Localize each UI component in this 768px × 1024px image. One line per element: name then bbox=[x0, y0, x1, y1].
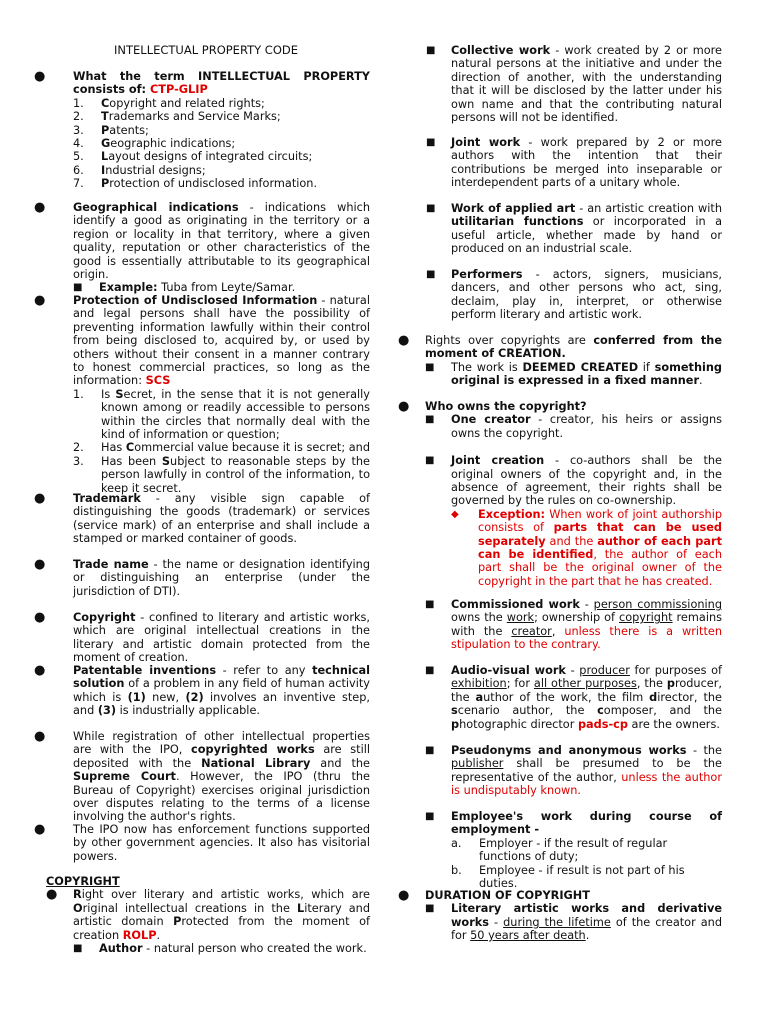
example-line: ■ Example: Tuba from Leyte/Samar. bbox=[73, 281, 296, 295]
commissioned-work-section: ■ Commissioned work - person commissioning owns the work; ownership of copyright remains with the creator, unless there is a written stipulation to the contrary. bbox=[425, 598, 722, 652]
copyright-definition-section: ● Copyright - confined to literary and artistic works, which are original intellectual creations in the literary and artistic domain protected from the moment of creation. bbox=[34, 610, 370, 665]
pads-cp-acronym: pads-cp bbox=[577, 717, 628, 731]
employee-list bbox=[398, 837, 722, 891]
audio-visual-section: ■ Audio-visual work - producer for purposes of exhibition; for all other purposes, the producer, the author of the work, the film director, the scenario author, the composer, and the photographic director pads-cp are the owners. bbox=[425, 664, 723, 731]
performers-section: ■ Performers - actors, signers, musicians, dancers, and other persons who act, sing, declaim, play in, interpret, or otherwise perform literary and artistic work. bbox=[426, 268, 722, 322]
exception-block: ◆ Exception: When work of joint authorship consists of parts that can be used separately and the author of each part can be identified, the author of each part shall be the original owner of the copyright in the part that he has created. bbox=[451, 507, 722, 588]
trade-name-section: ● Trade name - the name or designation identifying or distinguishing an enterprise (under the jurisdiction of DTI). bbox=[34, 557, 370, 598]
square-bullet-icon: ■ bbox=[425, 745, 435, 756]
list-item: 6. Industrial designs; bbox=[73, 163, 206, 177]
square-bullet-icon: ■ bbox=[425, 811, 435, 822]
list-item: 1. Is Secret, in the sense that it is not generally known among or readily accessible to persons within the circles that normally deal with the kind of information or question; bbox=[73, 387, 370, 442]
copyright-heading: COPYRIGHT bbox=[46, 875, 120, 888]
square-bullet-icon: ■ bbox=[425, 599, 435, 610]
square-bullet-icon: ■ bbox=[73, 943, 83, 954]
employee-work-section: ■ Employee's work during course of employment - a. Employer - if the result of regular functions of duty; b. Employee - if result is not part of his duties. bbox=[398, 810, 722, 890]
bullet-icon: ● bbox=[34, 200, 46, 215]
square-bullet-icon: ■ bbox=[426, 45, 436, 56]
duration-heading: DURATION OF COPYRIGHT bbox=[425, 889, 590, 902]
patentable-inventions-section: ● Patentable inventions - refer to any technical solution of a problem in any field of human activity which is (1) new, (2) involves an inventive step, and (3) is industrially applicable. bbox=[34, 663, 371, 718]
list-item: 5. Layout designs of integrated circuits; bbox=[73, 150, 313, 164]
joint-work-section: ■ Joint work - work prepared by 2 or more authors with the intention that their contributions be merged into inseparable or interdependent parts of a unitary whole. bbox=[426, 136, 723, 190]
square-bullet-icon: ■ bbox=[73, 282, 83, 294]
enforcement-section: ● The IPO now has enforcement functions supported by other government agencies. It also has visitorial powers. bbox=[34, 822, 370, 863]
square-bullet-icon: ■ bbox=[426, 137, 436, 148]
rights-conferred-section: ● Rights over copyrights are conferred from the moment of CREATION. ■ The work is DEEMED CREATED if something original is expressed in a fixed manner. bbox=[398, 333, 722, 388]
list-item: 1. Copyright and related rights; bbox=[73, 96, 265, 110]
square-bullet-icon: ■ bbox=[426, 203, 436, 214]
bullet-icon: ● bbox=[34, 729, 46, 744]
bullet-icon: ● bbox=[34, 491, 46, 506]
bullet-icon: ● bbox=[398, 399, 410, 414]
collective-work-section: ■ Collective work - work created by 2 or more natural persons at the initiative and under the direction of another, with the understanding that it will be disclosed by the latter under his own name and that the contributing natural persons will not be identified. bbox=[426, 44, 722, 125]
applied-art-section: ■ Work of applied art - an artistic creation with utilitarian functions or incorporated in a useful article, whether made by hand or produced on an industrial scale. bbox=[426, 202, 722, 256]
author-section: ■ Author - natural person who created the work. bbox=[73, 942, 367, 955]
bullet-icon: ● bbox=[398, 888, 410, 903]
duration-section: ● DURATION OF COPYRIGHT ■ Literary artistic works and derivative works - during the lifetime of the creator and for 50 years after death. bbox=[398, 888, 722, 943]
copyright-heading-section: COPYRIGHT ● Right over literary and artistic works, which are Original intellectual creations in the Literary and artistic domain Protected from the moment of creation ROLP. bbox=[34, 875, 370, 942]
bullet-icon: ● bbox=[34, 293, 46, 308]
bullet-icon: ● bbox=[34, 822, 46, 837]
rolp-acronym: ROLP bbox=[122, 928, 157, 942]
square-bullet-icon: ■ bbox=[425, 414, 435, 426]
trademark-section: ● Trademark - any visible sign capable of distinguishing the goods (trademark) or services (service mark) of an enterprise and shall include a stamped or marked container of goods. bbox=[34, 491, 370, 546]
bullet-icon: ● bbox=[398, 333, 410, 348]
list-item: 3. Patents; bbox=[73, 123, 149, 137]
list-item: 3. Has been Subject to reasonable steps by the person lawfully in control of the information, to keep it secret. bbox=[73, 454, 370, 495]
ip-list bbox=[34, 97, 370, 191]
square-bullet-icon: ■ bbox=[425, 665, 435, 676]
list-item: 4. Geographic indications; bbox=[73, 137, 236, 151]
square-bullet-icon: ■ bbox=[425, 903, 435, 915]
document-title: INTELLECTUAL PROPERTY CODE bbox=[114, 43, 299, 57]
list-item: a. Employer - if the result of regular functions of duty; bbox=[451, 836, 668, 864]
scs-list bbox=[34, 388, 370, 495]
bullet-icon: ● bbox=[34, 557, 46, 572]
list-item: 2. Trademarks and Service Marks; bbox=[73, 110, 281, 124]
ctp-glip-acronym: CTP-GLIP bbox=[150, 83, 208, 97]
ip-consists-section bbox=[34, 70, 370, 191]
bullet-icon: ● bbox=[46, 887, 58, 903]
list-item: 7. Protection of undisclosed information. bbox=[73, 177, 318, 191]
who-owns-question: Who owns the copyright? bbox=[425, 400, 587, 413]
undisclosed-information-section: ● Protection of Undisclosed Information - natural and legal persons shall have the possibility of preventing information lawfully within their control from being disclosed to, acquired by, or used by others without their consent in a manner contrary to honest commercial practices, so long as the information: SCS 1. Is Secret, in the sense that it is not generally known among or readily accessible to persons within the circles that normally deal with the kind of information or question; 2. Has Commercial value because it is secret; and 3. Has been Subject to reasonable steps by the person lawfully in control of the information, to keep it secret. bbox=[34, 293, 371, 495]
square-bullet-icon: ■ bbox=[425, 455, 435, 467]
square-bullet-icon: ■ bbox=[425, 361, 435, 373]
bullet-icon: ● bbox=[34, 69, 46, 84]
geographical-indications-section: ● Geographical indications - indications which identify a good as originating in the territory or a region or locality in that territory, where a given quality, reputation or other characteristics of the good is essentially attributable to its geographical origin. ■ Example: Tuba from Leyte/Samar. bbox=[34, 200, 370, 295]
diamond-bullet-icon: ◆ bbox=[451, 508, 459, 520]
bullet-icon: ● bbox=[34, 663, 46, 678]
registration-section: ● While registration of other intellectual properties are with the IPO, copyrighted works are still deposited with the National Library and the Supreme Court. However, the IPO (thru the Bureau of Copyright) exercises original jurisdiction over disputes relating to the terms of a license involving the author's rights. bbox=[34, 729, 370, 824]
list-item: b. Employee - if result is not part of his duties. bbox=[451, 863, 685, 891]
pseudonyms-section: ■ Pseudonyms and anonymous works - the publisher shall be presumed to be the representative of the author, unless the author is undisputably known. bbox=[425, 744, 722, 798]
list-item: 2. Has Commercial value because it is secret; and bbox=[73, 441, 371, 455]
who-owns-section: ● Who owns the copyright? ■ One creator - creator, his heirs or assigns owns the copyright. ■ Joint creation - co-authors shall be the original owners of the copyright and, in the absence of agreement, their rights shall be governed by the rules on co-ownership. ◆ Exception: When work of joint authorship consists of parts that can be used separately and the author of each part can be identified, the author of each part shall be the original owner of the copyright in the part that he has created. bbox=[398, 399, 722, 588]
scs-acronym: SCS bbox=[145, 374, 171, 388]
ip-question: What the term INTELLECTUAL PROPERTY consists of: bbox=[73, 70, 370, 97]
bullet-icon: ● bbox=[34, 610, 46, 625]
square-bullet-icon: ■ bbox=[426, 269, 436, 280]
